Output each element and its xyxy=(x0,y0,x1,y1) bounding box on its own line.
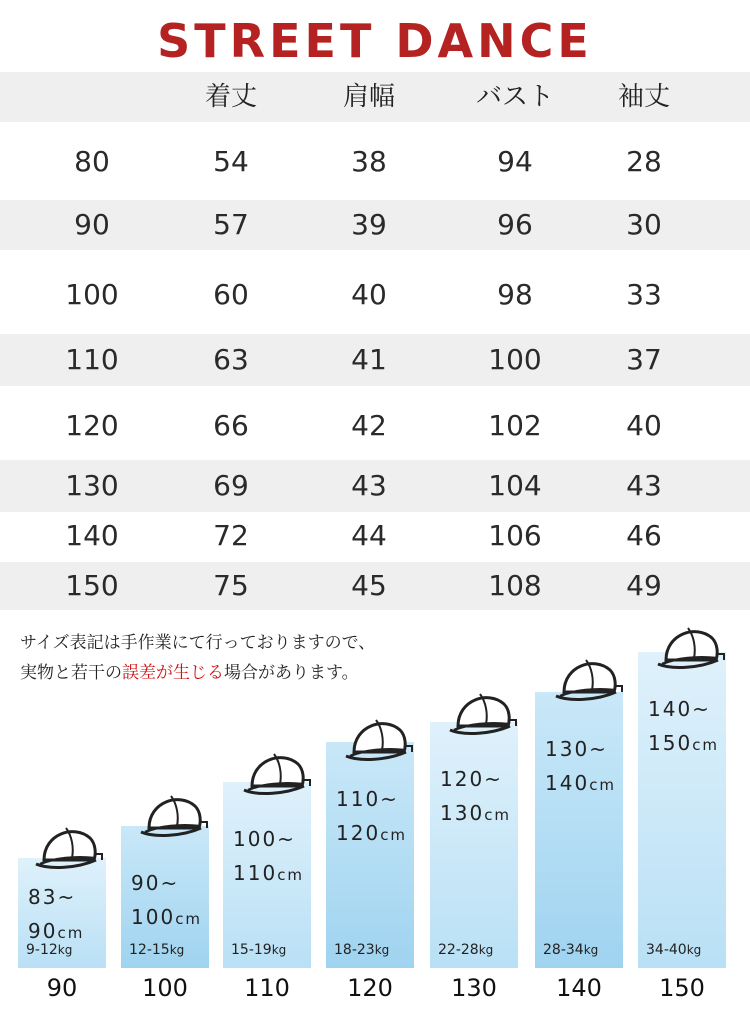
table-cell: 72 xyxy=(213,519,249,552)
table-cell: 43 xyxy=(351,469,387,502)
table-cell: 140 xyxy=(65,519,119,552)
table-cell: 40 xyxy=(626,409,662,442)
table-cell: 33 xyxy=(626,278,662,311)
size-label: 150 xyxy=(659,974,705,1002)
table-cell: 120 xyxy=(65,409,119,442)
weight-unit: kg xyxy=(374,943,390,957)
height-from-label: 110~ xyxy=(336,787,399,811)
table-cell: 104 xyxy=(488,469,542,502)
note-line-2-highlight: 誤差が生じる xyxy=(122,663,224,683)
height-to-label xyxy=(233,856,304,892)
weight-value: 12-15 xyxy=(129,942,170,958)
table-cell: 96 xyxy=(497,208,533,241)
height-from-label: 130~ xyxy=(545,737,608,761)
table-cell: 69 xyxy=(213,469,249,502)
note-line-2-before: 実物と若干の xyxy=(20,663,122,683)
weight-value: 34-40 xyxy=(646,942,687,958)
height-from-label: 140~ xyxy=(648,697,711,721)
height-to-label xyxy=(440,796,511,832)
size-label: 140 xyxy=(556,974,602,1002)
table-cell: 102 xyxy=(488,409,542,442)
weight-value: 28-34 xyxy=(543,942,584,958)
height-to-label xyxy=(336,816,407,852)
height-from-label: 83~ xyxy=(28,885,77,909)
table-header-cell: 袖丈 xyxy=(617,82,670,112)
weight-value: 22-28 xyxy=(438,942,479,958)
weight-value: 18-23 xyxy=(334,942,375,958)
weight-unit: kg xyxy=(686,943,702,957)
table-row xyxy=(0,200,750,250)
table-header-cell: バスト xyxy=(475,82,554,112)
baseball-cap-icon xyxy=(135,788,217,854)
note-line-2 xyxy=(20,658,359,683)
table-cell: 66 xyxy=(213,409,249,442)
height-to-label xyxy=(648,726,719,762)
height-unit: cm xyxy=(589,776,617,794)
weight-unit: kg xyxy=(478,943,494,957)
table-cell: 100 xyxy=(65,278,119,311)
table-cell: 100 xyxy=(488,343,542,376)
height-to-value: 150 xyxy=(648,731,693,755)
table-row xyxy=(0,132,750,192)
page-title: STREET DANCE xyxy=(157,14,593,68)
table-cell: 60 xyxy=(213,278,249,311)
size-label: 100 xyxy=(142,974,188,1002)
weight-unit: kg xyxy=(271,943,287,957)
size-label: 90 xyxy=(46,974,78,1002)
table-cell: 108 xyxy=(488,569,542,602)
table-cell: 43 xyxy=(626,469,662,502)
table-cell: 30 xyxy=(626,208,662,241)
table-cell: 38 xyxy=(351,145,387,178)
table-row xyxy=(0,460,750,512)
table-cell: 57 xyxy=(213,208,249,241)
table-cell: 80 xyxy=(74,145,110,178)
height-unit: cm xyxy=(380,826,408,844)
table-header-cell: 肩幅 xyxy=(342,82,395,112)
height-from-label: 120~ xyxy=(440,767,503,791)
baseball-cap-icon xyxy=(652,620,734,686)
height-unit: cm xyxy=(484,806,512,824)
height-to-value: 130 xyxy=(440,801,485,825)
height-unit: cm xyxy=(692,736,720,754)
weight-unit: kg xyxy=(169,943,185,957)
table-cell: 98 xyxy=(497,278,533,311)
weight-unit: kg xyxy=(583,943,599,957)
table-row xyxy=(0,562,750,610)
height-to-value: 100 xyxy=(131,905,176,929)
weight-label xyxy=(646,942,701,958)
height-from-label: 90~ xyxy=(131,871,180,895)
table-cell: 41 xyxy=(351,343,387,376)
table-row xyxy=(0,512,750,560)
table-cell: 106 xyxy=(488,519,542,552)
weight-label xyxy=(231,942,286,958)
weight-label xyxy=(438,942,493,958)
weight-value: 9-12 xyxy=(26,942,58,958)
weight-value: 15-19 xyxy=(231,942,272,958)
table-cell: 46 xyxy=(626,519,662,552)
height-unit: cm xyxy=(175,910,203,928)
baseball-cap-icon xyxy=(340,712,422,778)
height-unit: cm xyxy=(57,924,85,942)
height-to-value: 110 xyxy=(233,861,278,885)
weight-label xyxy=(129,942,184,958)
weight-unit: kg xyxy=(57,943,73,957)
table-header-cell: 着丈 xyxy=(204,82,257,112)
table-cell: 54 xyxy=(213,145,249,178)
height-to-label xyxy=(131,900,202,936)
weight-label xyxy=(543,942,598,958)
table-header-row xyxy=(0,72,750,122)
table-cell: 49 xyxy=(626,569,662,602)
table-cell: 40 xyxy=(351,278,387,311)
height-to-value: 120 xyxy=(336,821,381,845)
table-row xyxy=(0,394,750,458)
table-row xyxy=(0,334,750,386)
table-cell: 39 xyxy=(351,208,387,241)
table-cell: 44 xyxy=(351,519,387,552)
table-cell: 130 xyxy=(65,469,119,502)
table-cell: 37 xyxy=(626,343,662,376)
weight-label xyxy=(334,942,389,958)
size-label: 130 xyxy=(451,974,497,1002)
table-cell: 150 xyxy=(65,569,119,602)
size-label: 120 xyxy=(347,974,393,1002)
baseball-cap-icon xyxy=(444,686,526,752)
table-cell: 63 xyxy=(213,343,249,376)
baseball-cap-icon xyxy=(550,652,632,718)
height-to-label xyxy=(545,766,616,802)
table-cell: 110 xyxy=(65,343,119,376)
height-to-value: 140 xyxy=(545,771,590,795)
table-cell: 42 xyxy=(351,409,387,442)
size-label: 110 xyxy=(244,974,290,1002)
height-to-value: 90 xyxy=(28,919,58,943)
table-row xyxy=(0,262,750,328)
table-cell: 45 xyxy=(351,569,387,602)
table-cell: 90 xyxy=(74,208,110,241)
height-unit: cm xyxy=(277,866,305,884)
size-bar-130 xyxy=(430,722,518,968)
note-line-2-after: 場合があります。 xyxy=(224,663,359,683)
table-cell: 75 xyxy=(213,569,249,602)
weight-label xyxy=(26,942,72,958)
baseball-cap-icon xyxy=(30,820,112,886)
baseball-cap-icon xyxy=(238,746,320,812)
table-cell: 94 xyxy=(497,145,533,178)
note-line-1: サイズ表記は手作業にて行っておりますので、 xyxy=(20,633,376,653)
table-cell: 28 xyxy=(626,145,662,178)
height-from-label: 100~ xyxy=(233,827,296,851)
